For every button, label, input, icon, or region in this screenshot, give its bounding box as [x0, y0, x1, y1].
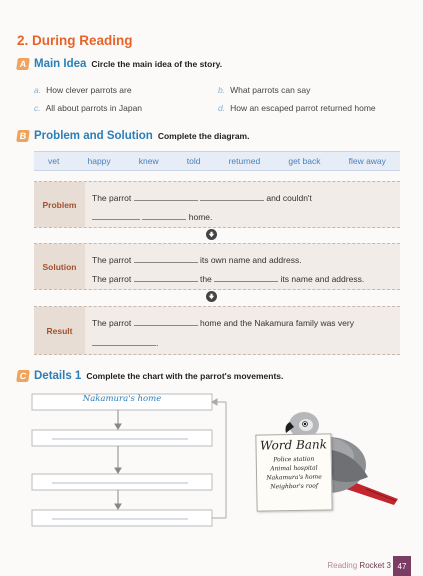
section-letter-a: A [16, 58, 30, 70]
movement-box-4 [32, 510, 212, 526]
word-bank-list [257, 454, 332, 491]
details-header [17, 370, 283, 382]
main-idea-header [17, 58, 222, 70]
word-get-back: get back [288, 156, 321, 166]
option-letter: a. [34, 85, 42, 95]
word-returned: returned [228, 156, 261, 166]
solution-text: the [199, 274, 212, 284]
option-letter: c. [34, 103, 41, 113]
arrow-down-icon [206, 229, 217, 240]
word-knew: knew [138, 156, 159, 166]
option-letter: b. [218, 85, 226, 95]
problem-text: home. [188, 212, 213, 222]
problem-text: and couldn't [266, 193, 312, 203]
option-text: How clever parrots are [46, 85, 132, 95]
arrow-down-icon [206, 291, 217, 302]
result-text: home and the Nakamura family was very [199, 318, 354, 328]
result-line-1 [92, 316, 354, 328]
word-bank-item: Neighbor's roof [270, 482, 319, 491]
word-bank-title: Word Bank [259, 437, 328, 453]
result-text: The parrot [92, 318, 132, 328]
result-row [34, 306, 400, 355]
problem-text: The parrot [92, 193, 132, 203]
section-title: 2. During Reading [17, 33, 133, 48]
word-bar [34, 151, 400, 171]
main-idea-instruction: Circle the main idea of the story. [91, 59, 223, 69]
word-told: told [186, 156, 201, 166]
problem-blank-3[interactable] [92, 210, 140, 220]
solution-text: its name and address. [280, 274, 365, 284]
footer-series-text: Reading [327, 561, 358, 570]
result-blank-2[interactable] [92, 336, 159, 348]
word-vet: vet [48, 156, 60, 166]
word-happy: happy [87, 156, 111, 166]
problem-line-1 [92, 191, 312, 203]
result-text: . [156, 338, 159, 348]
option-letter: d. [218, 103, 226, 113]
problem-label: Problem [34, 182, 85, 227]
option-a[interactable] [34, 85, 132, 95]
result-line-2 [92, 336, 158, 348]
main-idea-title: Main Idea [34, 58, 87, 70]
option-text: What parrots can say [230, 85, 311, 95]
movement-box-3 [32, 474, 212, 490]
solution-blank-3[interactable] [214, 272, 278, 282]
option-c[interactable] [34, 103, 142, 113]
solution-row [34, 243, 400, 290]
problem-solution-title: Problem and Solution [34, 130, 153, 142]
solution-blank-1[interactable] [134, 253, 198, 263]
first-box-label: Nakamura's home [82, 394, 162, 404]
solution-blank-2[interactable] [134, 272, 198, 282]
problem-row [34, 181, 400, 228]
footer-series [327, 561, 391, 570]
solution-text: The parrot [92, 255, 132, 265]
footer-rocket-text: Rocket 3 [359, 561, 391, 570]
word-bank-item: Police station [273, 455, 315, 464]
problem-blank-2[interactable] [200, 191, 264, 201]
problem-solution-header [17, 130, 249, 142]
word-bank-item: Nakamura's home [266, 473, 322, 482]
page-number: 47 [393, 556, 411, 576]
solution-text: The parrot [92, 274, 132, 284]
problem-blank-1[interactable] [134, 191, 198, 201]
problem-blank-4[interactable] [142, 210, 186, 220]
movement-chart [30, 392, 236, 532]
option-text: How an escaped parrot returned home [230, 103, 376, 113]
section-letter-b: B [16, 130, 30, 142]
solution-line-1 [92, 253, 302, 265]
problem-line-2 [92, 210, 212, 222]
option-b[interactable] [218, 85, 310, 95]
problem-solution-instruction: Complete the diagram. [157, 131, 250, 141]
solution-text: its own name and address. [199, 255, 302, 265]
details-instruction: Complete the chart with the parrot's movements. [86, 371, 284, 381]
word-flew-away: flew away [348, 156, 386, 166]
solution-line-2 [92, 272, 364, 284]
word-bank-sign [255, 433, 332, 511]
movement-box-2 [32, 430, 212, 446]
section-letter-c: C [16, 370, 30, 382]
option-text: All about parrots in Japan [45, 103, 143, 113]
solution-label: Solution [34, 244, 85, 289]
word-bank-item: Animal hospital [270, 464, 318, 473]
details-title: Details 1 [34, 370, 82, 382]
result-blank-1[interactable] [134, 316, 198, 326]
option-d[interactable] [218, 103, 376, 113]
result-label: Result [34, 307, 85, 354]
